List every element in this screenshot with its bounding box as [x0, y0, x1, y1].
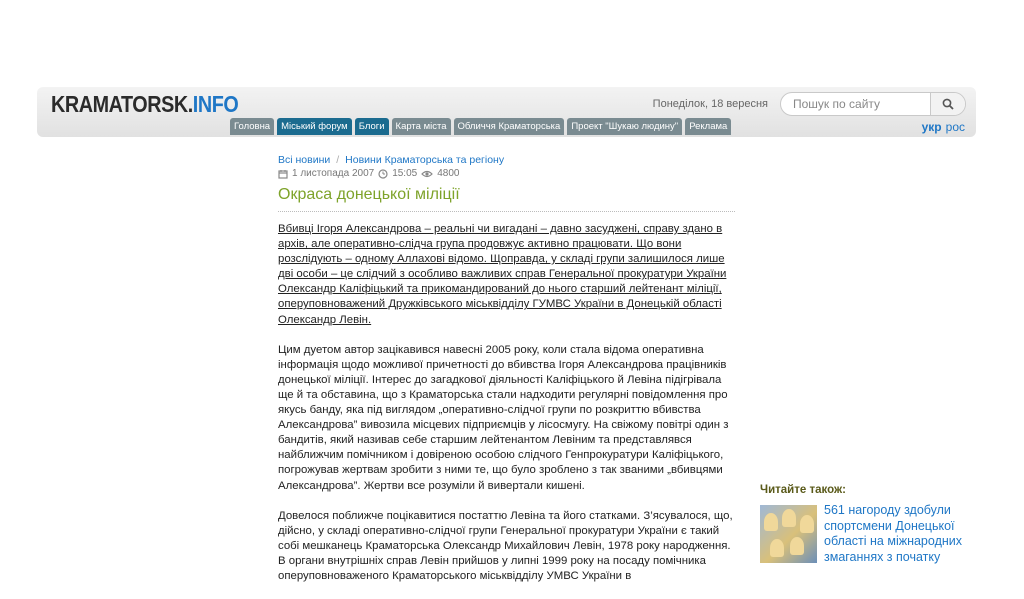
logo-main-text: KRAMATORSK. — [51, 91, 193, 117]
clock-icon — [378, 169, 388, 179]
nav-tab-city-map[interactable]: Карта міста — [392, 118, 451, 135]
search-icon — [942, 98, 954, 110]
title-divider — [278, 211, 735, 212]
eye-icon — [421, 169, 433, 179]
article-meta — [278, 168, 459, 179]
article-paragraph: Цим дуетом автор зацікавився навесні 2005 року, коли стала відома оперативна інформація щодо можливої причетності до вбивства Ігоря Александрова працівників донецької міліції. Інтерес до загадкової діяльності Каліфіцького й Левіна підігрівала ще й та обставина, що з Краматорська стали надходити регулярні повідомлення про якусь банду, яка під виглядом „оперативно-слідчої групи по розкриттю вбивства Александрова” вивозила місцевих підприємців у лісосмугу. На свіжому повітрі один з бандитів, який називав себе старшим лейтенантом Левіним та представлявся найближчим помічником і довіреною особою слідчого Генпрокуратури Каліфіцького, погрожував жертвам зробити з ними те, що було зроблено з так званими „вбивцями Александрова”. Жертви все розуміли й вивертали кишені. — [278, 343, 729, 492]
breadcrumb — [278, 154, 504, 166]
read-also-link[interactable]: 561 нагороду здобули спортсмени Донецької області на міжнародних змаганнях з початку — [824, 503, 962, 564]
main-nav — [230, 118, 731, 135]
read-also-thumbnail[interactable] — [760, 505, 817, 563]
article-paragraph: Довелося поближче поцікавитися постаттю Левіна та його статками. З’ясувалося, що, дійсно, у складі оперативно-слідчої групи Генеральної прокуратури України є такий собі мешканець Краматорська Олександр Михайлович Левін, 1978 року народження. В органи внутрішніх справ Левін прийшов у липні 1999 року на посаду помічника оперуповноваженого Краматорського міськвідділу УМВС України в — [278, 509, 733, 582]
nav-tab-faces[interactable]: Обличчя Краматорська — [454, 118, 565, 135]
logo-tld-text: INFO — [192, 91, 239, 117]
nav-tab-search-person[interactable]: Проект "Шукаю людину" — [567, 118, 682, 135]
article-title: Окраса донецької міліції — [278, 186, 460, 203]
breadcrumb-separator: / — [336, 154, 340, 166]
site-logo[interactable] — [51, 91, 238, 118]
article-time: 15:05 — [392, 168, 418, 179]
breadcrumb-section[interactable]: Новини Краматорська та регіону — [345, 154, 505, 166]
nav-tab-ads[interactable]: Реклама — [685, 118, 731, 135]
nav-tab-home[interactable]: Головна — [230, 118, 274, 135]
article-date: 1 листопада 2007 — [292, 168, 375, 179]
article-views: 4800 — [437, 168, 460, 179]
lang-current[interactable]: укр — [921, 120, 942, 134]
language-switcher — [922, 120, 965, 134]
read-also-item[interactable] — [760, 505, 990, 565]
calendar-icon — [278, 169, 288, 179]
site-header — [37, 87, 976, 137]
search-input[interactable] — [791, 95, 930, 113]
article-body — [278, 222, 736, 599]
breadcrumb-all-news[interactable]: Всі новини — [278, 154, 331, 166]
lang-alt-link[interactable]: рос — [945, 120, 965, 134]
article-lead-paragraph: Вбивці Ігоря Александрова – реальні чи вигадані – давно засуджені, справу здано в архів, але оперативно-слідча група продовжує активно працювати. Що вони розслідують – одному Аллахові відомо. Щоправда, у складі групи залишилося лише дві особи – це слідчий з особливо важливих справ Генеральної прокуратури України Олександр Каліфіцький та прикомандирований до нього старший лейтенант міліції, оперуповноважений Дружківського міськвідділу ГУМВС України в Донецькій області Олександр Левін. — [278, 223, 727, 326]
current-date: Понеділок, 18 вересня — [652, 98, 768, 110]
top-blank-area — [0, 0, 1024, 87]
read-also-heading: Читайте також: — [760, 484, 846, 496]
nav-tab-blogs[interactable]: Блоги — [355, 118, 389, 135]
nav-tab-city-forum[interactable]: Міський форум — [277, 118, 352, 135]
search-box — [780, 92, 966, 116]
search-button[interactable] — [930, 93, 965, 115]
